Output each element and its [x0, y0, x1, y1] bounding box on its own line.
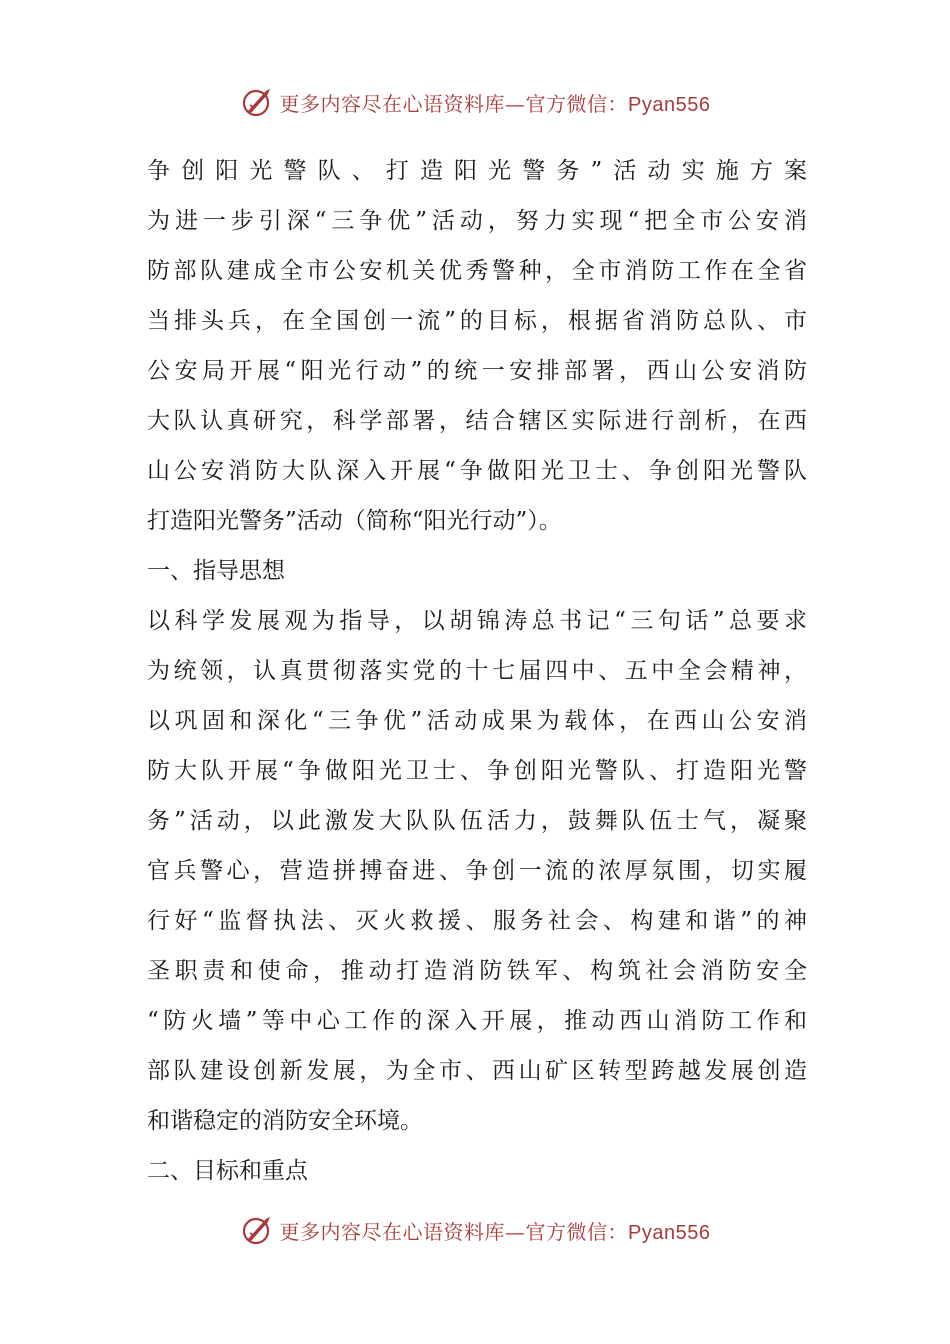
paragraph-line: 以科学发展观为指导，以胡锦涛总书记“三句话”总要求: [147, 608, 807, 634]
quill-seal-icon: [240, 85, 274, 119]
document-title: 争创阳光警队、打造阳光警务”活动实施方案: [147, 158, 807, 184]
paragraph-line: 务”活动，以此激发大队队伍活力，鼓舞队伍士气，凝聚: [147, 808, 807, 834]
quill-seal-icon: [240, 1213, 274, 1247]
paragraph-line: 当排头兵，在全国创一流”的目标，根据省消防总队、市: [147, 308, 807, 334]
document-body: [147, 146, 807, 1196]
banner-text: 更多内容尽在心语资料库—官方微信：Pyan556: [279, 1219, 711, 1244]
wechat-id: Pyan556: [628, 1221, 711, 1244]
header-banner: [0, 80, 950, 124]
paragraph-line: 官兵警心，营造拼搏奋进、争创一流的浓厚氛围，切实履: [147, 858, 807, 884]
paragraph-line: 部队建设创新发展，为全市、西山矿区转型跨越发展创造: [147, 1058, 807, 1084]
banner-text: 更多内容尽在心语资料库—官方微信：Pyan556: [279, 91, 711, 116]
section-heading: 一、指导思想: [147, 558, 285, 584]
paragraph-line: 行好“监督执法、灭火救援、服务社会、构建和谐”的神: [147, 908, 807, 934]
paragraph-line: 以巩固和深化“三争优”活动成果为载体，在西山公安消: [147, 708, 807, 734]
paragraph-line: 和谐稳定的消防安全环境。: [147, 1108, 423, 1134]
paragraph-line: 防大队开展“争做阳光卫士、争创阳光警队、打造阳光警: [147, 758, 807, 784]
wechat-id: Pyan556: [628, 93, 711, 116]
paragraph-line: 为进一步引深“三争优”活动，努力实现“把全市公安消: [147, 208, 807, 234]
paragraph-line: 山公安消防大队深入开展“争做阳光卫士、争创阳光警队: [147, 458, 807, 484]
footer-banner: [0, 1208, 950, 1252]
paragraph-line: 公安局开展“阳光行动”的统一安排部署，西山公安消防: [147, 358, 807, 384]
paragraph-line: 防部队建成全市公安机关优秀警种，全市消防工作在全省: [147, 258, 807, 284]
paragraph-line: 为统领，认真贯彻落实党的十七届四中、五中全会精神，: [147, 658, 807, 684]
paragraph-line: 大队认真研究，科学部署，结合辖区实际进行剖析，在西: [147, 408, 807, 434]
paragraph-line: 圣职责和使命，推动打造消防铁军、构筑社会消防安全: [147, 958, 807, 984]
paragraph-line: “防火墙”等中心工作的深入开展，推动西山消防工作和: [147, 1008, 807, 1034]
paragraph-line: 打造阳光警务”活动（简称“阳光行动”）。: [147, 508, 562, 534]
section-heading: 二、目标和重点: [147, 1158, 308, 1184]
